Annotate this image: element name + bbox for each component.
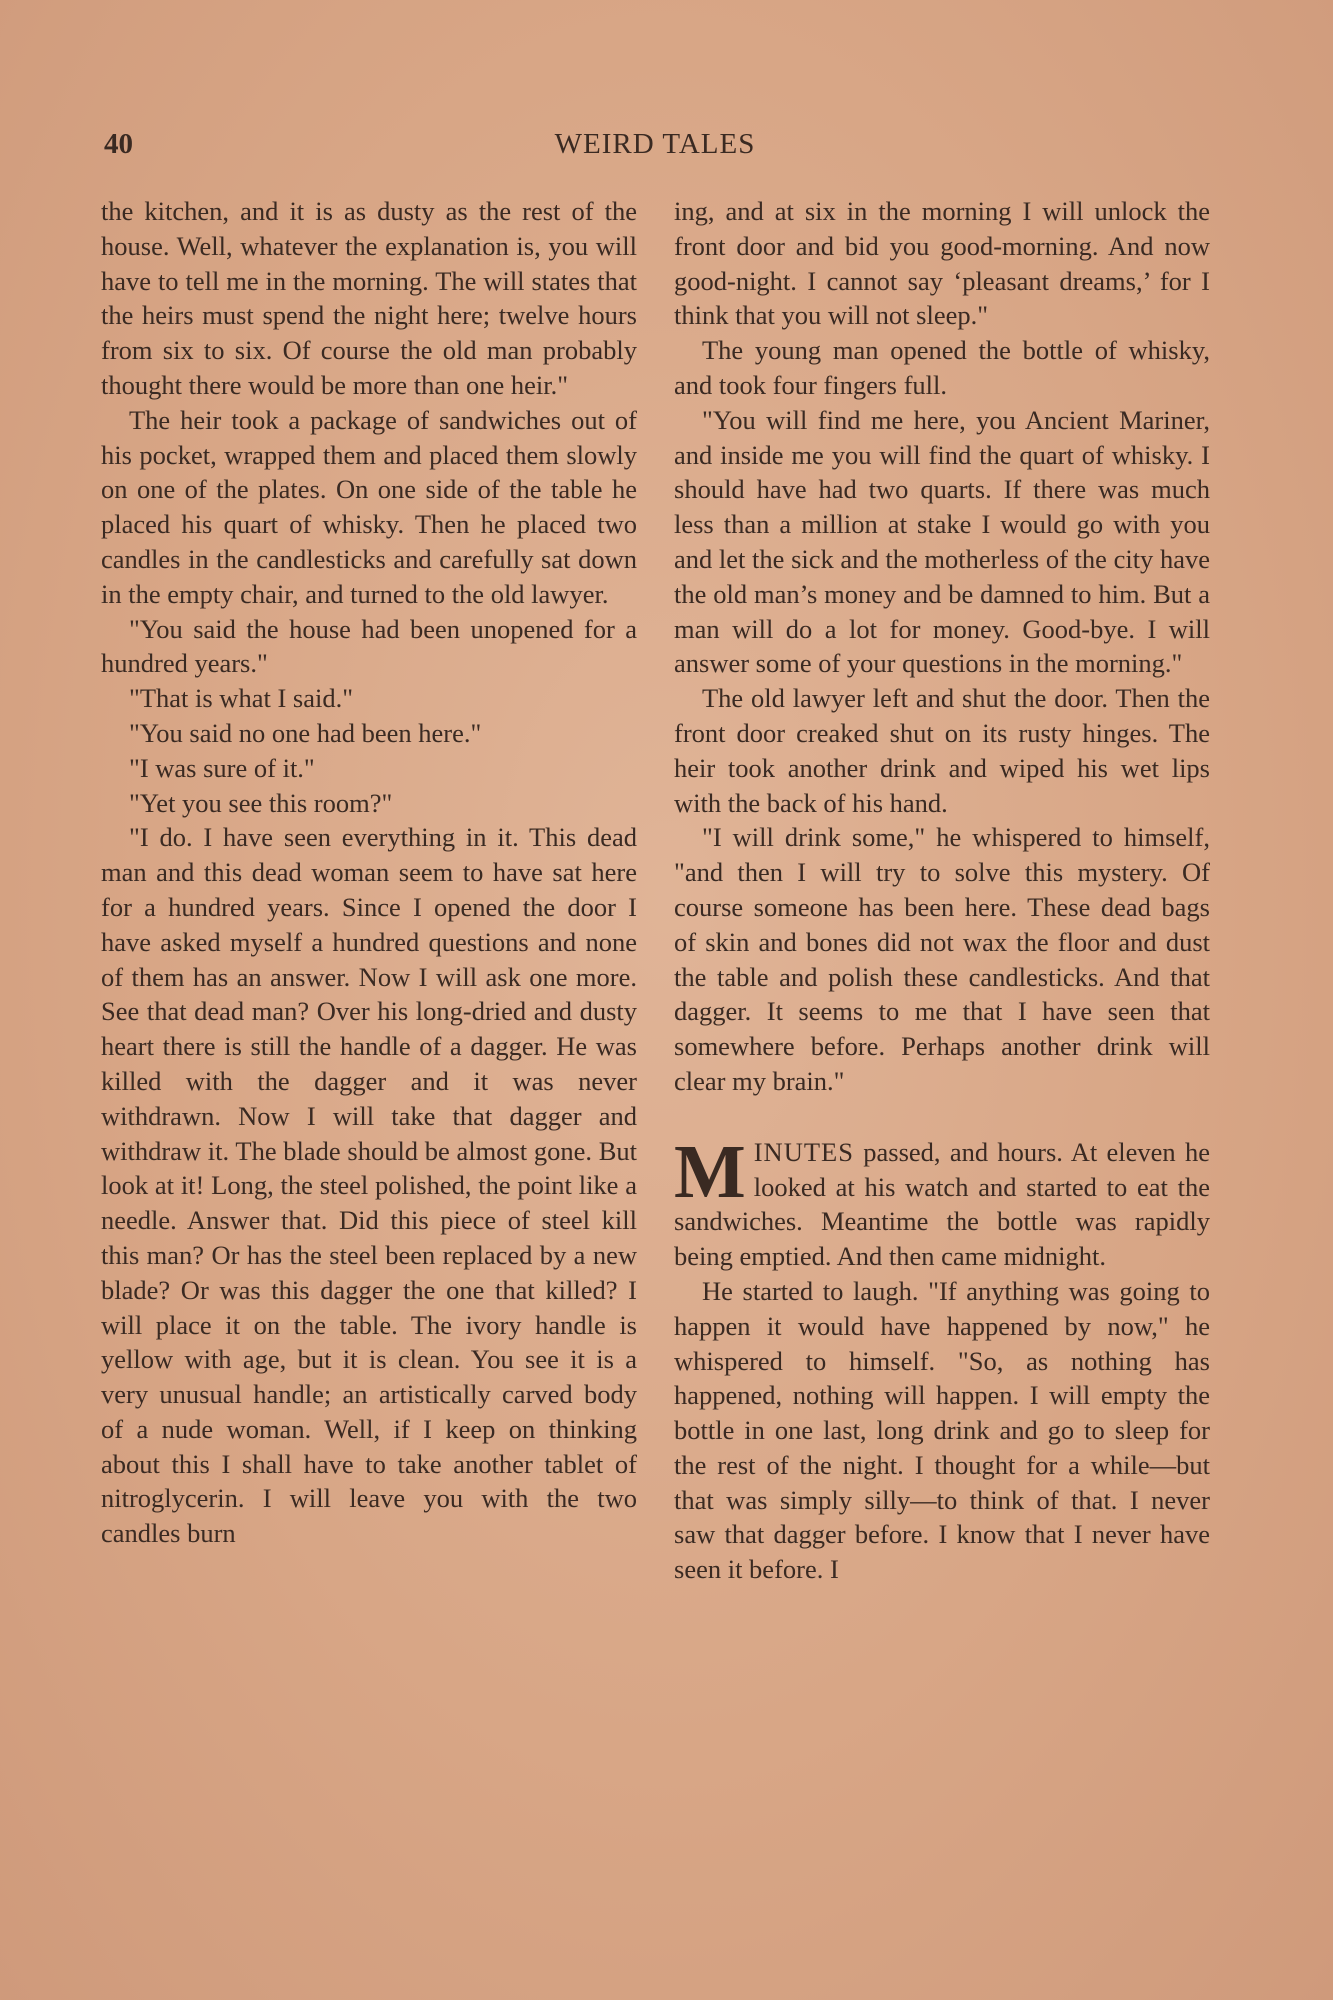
paragraph: "I was sure of it." <box>129 752 315 783</box>
page-header <box>100 128 1210 168</box>
paragraph: "You said the house had been unopened for a hundred years." <box>101 613 637 679</box>
paragraph: "You will find me here, you Ancient Mariner, and inside me you will find the quart of whisky. I should have had two quarts. If there was much less than a million at stake I would go with you and let the sick and the motherless of the city have the old man’s money and be damned to him. But a man will do a lot for money. Good-bye. I will answer some of your questions in the morning." <box>674 404 1210 679</box>
paragraph: "You said no one had been here." <box>129 717 482 748</box>
paragraph: The young man opened the bottle of whisky, and took four fingers full. <box>674 335 1210 400</box>
drop-cap: M <box>674 1129 746 1214</box>
paragraph: ing, and at six in the morning I will unlock the front door and bid you good-morning. And now good-night. I cannot say ‘pleasant dreams,’ for I think that you will not sleep." <box>674 196 1210 331</box>
paragraph: The heir took a package of sandwiches out of his pocket, wrapped them and placed them slowly on one of the plates. On one side of the table he placed his quart of whisky. Then he placed two candles in the candlesticks and carefully sat down in the empty chair, and turned to the old lawyer. <box>101 404 637 609</box>
paragraph: "I do. I have seen everything in it. This dead man and this dead woman seem to have sat here for a hundred years. Since I opened the door I have asked myself a hundred questions and none of them has an answer. Now I will ask one more. See that dead man? Over his long-dried and dusty heart there is still the handle of a dagger. He was killed with the dagger and it was never withdrawn. Now I will take that dagger and withdraw it. The blade should be almost gone. But look at it! Long, the steel polished, the point like a needle. Answer that. Did this piece of steel kill this man? Or has the steel been replaced by a new blade? Or was this dagger the one that killed? I will place it on the table. The ivory handle is yellow with age, but it is clean. You see it is a very unusual handle; an artistically carved body of a nude woman. Well, if I keep on thinking about this I shall have to take another tablet of nitroglycerin. I will leave you with the two candles burn <box>101 822 637 1549</box>
running-head: WEIRD TALES <box>554 128 756 160</box>
right-column <box>674 194 1210 1587</box>
paragraph: the kitchen, and it is as dusty as the rest of the house. Well, whatever the explanation is, you will have to tell me in the morning. The will states that the heirs must spend the night here; twelve hours from six to six. Of course the old man probably thought there would be more than one heir." <box>101 196 637 400</box>
page-number: 40 <box>104 128 133 160</box>
left-column <box>101 194 637 1551</box>
section-break <box>674 1099 1210 1135</box>
paragraph: "That is what I said." <box>129 683 354 714</box>
section-opening-paragraph <box>674 1129 1210 1274</box>
paragraph: "I will drink some," he whispered to himself, "and then I will try to solve this mystery. Of course someone has been here. These dead bags of skin and bones did not wax the floor and dust the table and polish these candlesticks. And that dagger. It seems to me that I have seen that somewhere before. Perhaps another drink will clear my brain." <box>674 822 1210 1096</box>
paragraph: "Yet you see this room?" <box>129 787 393 818</box>
paragraph: The old lawyer left and shut the door. Then the front door creaked shut on its rusty hinges. The heir took another drink and wiped his wet lips with the back of his hand. <box>674 683 1210 818</box>
paragraph-text: passed, and hours. At eleven he looked at his watch and started to eat the sandwiches. Meantime the bottle was rapidly being emptied. And then came midnight. <box>674 1136 1210 1272</box>
paragraph: He started to laugh. "If anything was going to happen it would have happened by now," he whispered to himself. "So, as nothing has happened, nothing will happen. I will empty the bottle in one last, long drink and go to sleep for the rest of the night. I thought for a while—but that was simply silly—to think of that. I never saw that dagger before. I know that I never have seen it before. I <box>674 1275 1210 1585</box>
small-caps-lead: INUTES <box>753 1136 854 1167</box>
